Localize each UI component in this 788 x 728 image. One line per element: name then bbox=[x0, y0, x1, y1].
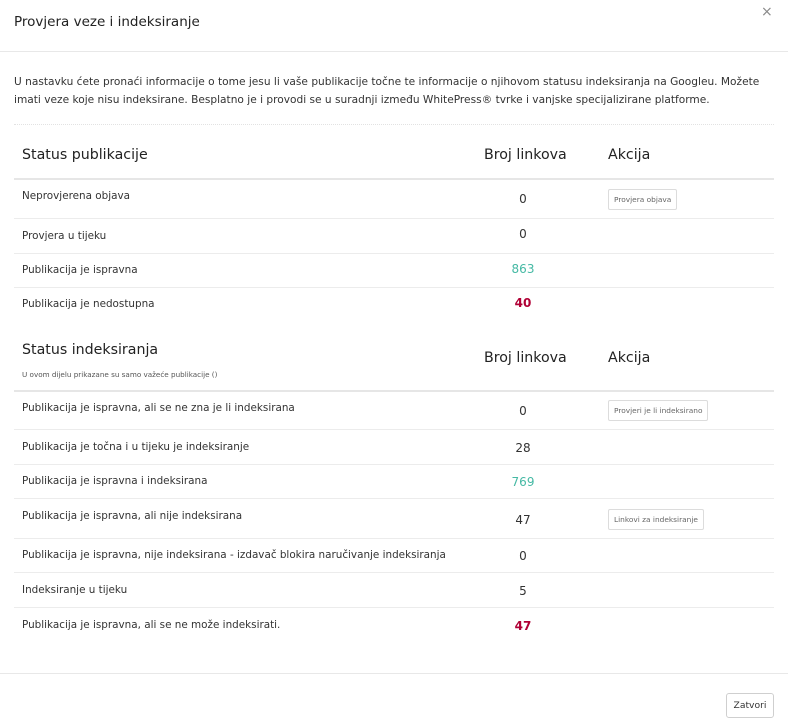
row-divider bbox=[14, 538, 774, 539]
indexing-note: U ovom dijelu prikazane su samo važeće publikacije () bbox=[22, 370, 218, 379]
indexing-row-count: 769 bbox=[511, 475, 535, 489]
publication-row-count: 40 bbox=[514, 296, 532, 310]
indexing-row-label: Publikacija je ispravna i indeksirana bbox=[22, 475, 208, 487]
publication-row-count: 0 bbox=[519, 192, 527, 206]
indexing-status-heading: Status indeksiranja bbox=[22, 342, 159, 358]
row-divider bbox=[14, 429, 774, 430]
indexing-row-label: Publikacija je ispravna, ali se ne zna je li indeksirana bbox=[22, 402, 295, 414]
publication-count-heading: Broj linkova bbox=[484, 147, 567, 163]
publication-row-count: 0 bbox=[519, 227, 527, 241]
close-button[interactable]: Zatvori bbox=[726, 693, 774, 718]
indexing-row-count: 0 bbox=[519, 404, 527, 418]
intro-text: U nastavku ćete pronaći informacije o tome jesu li vaše publikacije točne te informacije o njihovom statusu indeksiranja na Googleu. Možete imati veze koje nisu indeksirane. Besplatno je i provodi se u suradnji između WhitePress® tvrke i vanjske specijalizirane platforme. bbox=[14, 76, 760, 106]
indexing-count-heading: Broj linkova bbox=[484, 350, 567, 366]
publication-row-count: 863 bbox=[511, 262, 535, 276]
modal-title: Provjera veze i indeksiranje bbox=[14, 14, 200, 30]
row-divider bbox=[14, 253, 774, 254]
publication-status-heading: Status publikacije bbox=[22, 147, 148, 163]
row-divider bbox=[14, 607, 774, 608]
row-divider bbox=[14, 464, 774, 465]
indexing-row-count: 47 bbox=[515, 513, 531, 527]
footer-divider bbox=[0, 673, 788, 674]
indexing-action-heading: Akcija bbox=[608, 350, 651, 366]
table-header-rule bbox=[14, 178, 774, 180]
publication-action-heading: Akcija bbox=[608, 147, 651, 163]
row-divider bbox=[14, 498, 774, 499]
publication-row-label: Publikacija je ispravna bbox=[22, 264, 138, 276]
indexing-row-label: Indeksiranje u tijeku bbox=[22, 584, 128, 596]
modal-header bbox=[0, 0, 788, 52]
links-for-indexing-button[interactable]: Linkovi za indeksiranje bbox=[608, 509, 704, 530]
table-header-rule bbox=[14, 390, 774, 392]
indexing-row-count: 5 bbox=[519, 584, 527, 598]
publication-row-label: Publikacija je nedostupna bbox=[22, 298, 155, 310]
row-divider bbox=[14, 572, 774, 573]
indexing-row-count: 28 bbox=[515, 441, 531, 455]
close-icon[interactable]: × bbox=[761, 4, 773, 20]
indexing-row-count: 0 bbox=[519, 549, 527, 563]
publication-row-label: Neprovjerena objava bbox=[22, 190, 131, 202]
check-indexed-button[interactable]: Provjeri je li indeksirano bbox=[608, 400, 708, 421]
indexing-row-label: Publikacija je ispravna, ali nije indeksirana bbox=[22, 510, 243, 522]
publication-row-label: Provjera u tijeku bbox=[22, 230, 107, 242]
indexing-row-label: Publikacija je ispravna, nije indeksirana - izdavač blokira naručivanje indeksiranja bbox=[22, 549, 446, 561]
indexing-row-label: Publikacija je ispravna, ali se ne može indeksirati. bbox=[22, 619, 281, 631]
row-divider bbox=[14, 218, 774, 219]
check-publication-button[interactable]: Provjera objava bbox=[608, 189, 677, 210]
row-divider bbox=[14, 287, 774, 288]
divider bbox=[14, 124, 774, 125]
indexing-row-count: 47 bbox=[514, 619, 532, 633]
indexing-row-label: Publikacija je točna i u tijeku je indeksiranje bbox=[22, 441, 250, 453]
